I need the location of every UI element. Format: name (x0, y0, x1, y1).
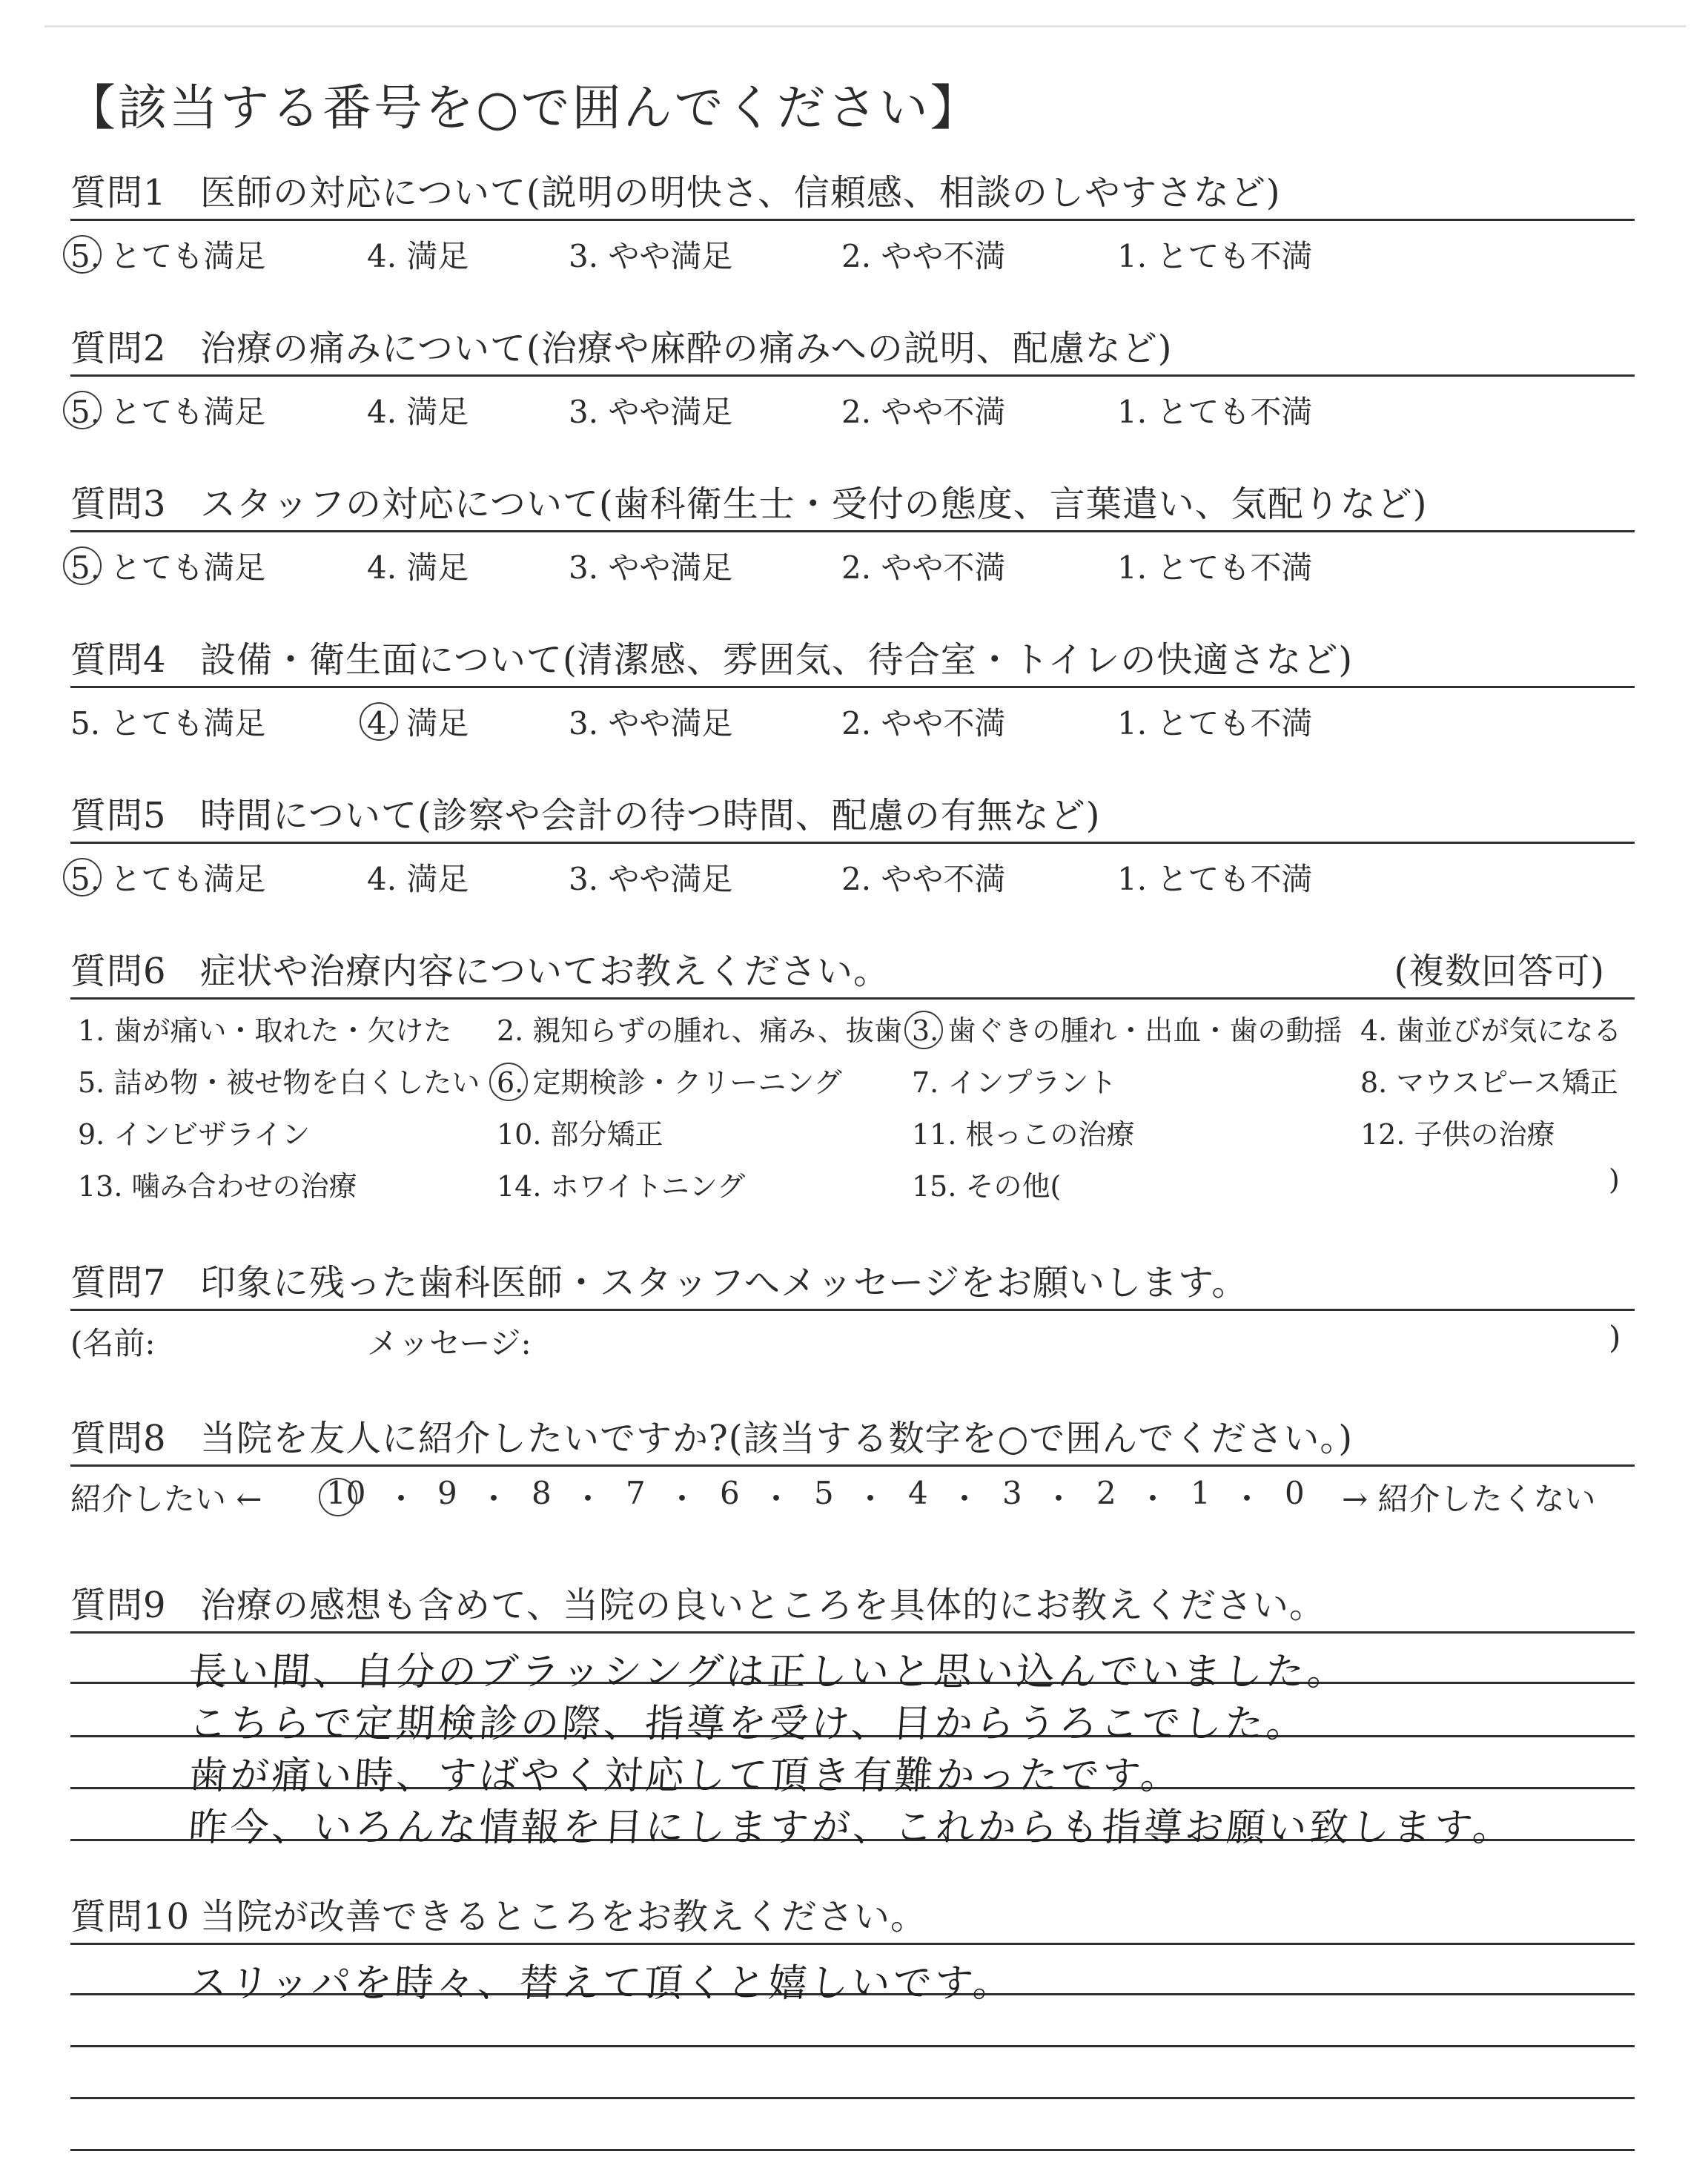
question-10-rule (70, 1943, 1635, 1945)
question-4 (70, 634, 1635, 751)
question-2-text: 治療の痛みについて(治療や麻酔の痛みへの説明、配慮など) (200, 328, 1173, 369)
q6-option-11[interactable]: 11. 根っこの治療 (912, 1118, 1135, 1151)
q6-option-4[interactable]: 4. 歯並びが気になる (1360, 1014, 1622, 1047)
scale-value-4[interactable]: 4 (908, 1475, 928, 1511)
q4-option-4[interactable]: 4. 満足 (367, 699, 469, 744)
question-5-text: 時間について(診察や会計の待つ時間、配慮の有無など) (200, 795, 1101, 836)
q3-option-1[interactable]: 1. とても不満 (1117, 549, 1313, 586)
name-field-label[interactable]: (名前: (70, 1325, 156, 1361)
question-9 (70, 1579, 1635, 1850)
answer-rule (70, 2149, 1635, 2151)
answer-rule (70, 2045, 1635, 2047)
question-8-text: 当院を友人に紹介したいですか?(該当する数字を○で囲んでください。) (200, 1418, 1354, 1459)
question-3-number: 質問3 (70, 483, 167, 525)
recommend-scale (70, 1475, 1635, 1519)
question-10-title (70, 1891, 1635, 1943)
q6-option-15-close: ) (1609, 1163, 1620, 1196)
q2-option-2[interactable]: 2. やや不満 (841, 394, 1006, 430)
question-4-title (70, 634, 1635, 686)
question-5-number: 質問5 (70, 795, 167, 836)
question-2-number: 質問2 (70, 328, 167, 369)
question-7-text: 印象に残った歯科医師・スタッフへメッセージをお願いします。 (200, 1262, 1248, 1304)
handwritten-line: こちらで定期検診の際、指導を受け、目からうろこでした。 (187, 1702, 1310, 1746)
question-1-number: 質問1 (70, 172, 167, 214)
scale-value-7[interactable]: 7 (626, 1475, 646, 1511)
scale-dot: ・ (949, 1481, 981, 1517)
question-8 (70, 1413, 1635, 1519)
question-1-rule (70, 219, 1635, 221)
question-9-number: 質問9 (70, 1585, 167, 1626)
question-2-title (70, 323, 1635, 374)
q6-option-13[interactable]: 13. 噛み合わせの治療 (78, 1170, 357, 1203)
q1-option-2[interactable]: 2. やや不満 (841, 238, 1006, 274)
q4-option-2[interactable]: 2. やや不満 (841, 705, 1006, 742)
q3-option-2[interactable]: 2. やや不満 (841, 549, 1006, 586)
question-10-text: 当院が改善できるところをお教えください。 (200, 1896, 927, 1938)
scale-dot: ・ (478, 1481, 510, 1517)
q6-option-9[interactable]: 9. インビザライン (78, 1118, 311, 1151)
scale-left-label: 紹介したい ← (70, 1481, 262, 1517)
question-5 (70, 790, 1635, 907)
scale-value-2[interactable]: 2 (1096, 1475, 1116, 1511)
handwritten-line: 昨今、いろんな情報を目にしますが、これからも指導お願い致します。 (187, 1806, 1516, 1850)
scale-right-label: → 紹介したくない (1342, 1481, 1596, 1517)
question-6-note: (複数回答可) (1394, 951, 1605, 992)
scale-value-0[interactable]: 0 (1285, 1475, 1305, 1511)
q6-option-5[interactable]: 5. 詰め物・被せ物を白くしたい (78, 1066, 480, 1099)
handwritten-line: 長い間、自分のブラッシングは正しいと思い込んでいました。 (187, 1650, 1351, 1694)
handwritten-line: 歯が痛い時、すばやく対応して頂き有難かったです。 (187, 1754, 1184, 1798)
scale-dot: ・ (855, 1481, 887, 1517)
question-5-options (70, 855, 1635, 907)
q6-option-2[interactable]: 2. 親知らずの腫れ、痛み、抜歯 (497, 1014, 902, 1047)
question-4-text: 設備・衛生面について(清潔感、雰囲気、待合室・トイレの快適さなど) (200, 639, 1354, 681)
question-4-number: 質問4 (70, 639, 167, 681)
scan-edge-line (44, 25, 1686, 27)
scale-value-9[interactable]: 9 (437, 1475, 457, 1511)
scale-value-1[interactable]: 1 (1191, 1475, 1211, 1511)
question-8-rule (70, 1464, 1635, 1467)
q3-option-5[interactable]: 5. とても満足 (70, 544, 265, 588)
scale-dot: ・ (572, 1481, 604, 1517)
scale-dot: ・ (1043, 1481, 1075, 1517)
question-3-title (70, 478, 1635, 530)
q6-option-15[interactable]: 15. その他( (912, 1170, 1062, 1203)
question-3-text: スタッフの対応について(歯科衛生士・受付の態度、言葉遣い、気配りなど) (200, 483, 1428, 525)
scale-dot: ・ (385, 1481, 417, 1517)
scale-value-5[interactable]: 5 (814, 1475, 834, 1511)
message-field-label[interactable]: メッセージ: (367, 1325, 532, 1361)
question-9-rule (70, 1631, 1635, 1634)
q6-option-1[interactable]: 1. 歯が痛い・取れた・欠けた (78, 1014, 452, 1047)
q6-option-10[interactable]: 10. 部分矯正 (497, 1118, 663, 1151)
question-2-rule (70, 374, 1635, 377)
question-6-title (70, 945, 1635, 997)
scale-dot: ・ (1137, 1481, 1169, 1517)
q1-option-3[interactable]: 3. やや満足 (569, 238, 733, 274)
question-1-options (70, 232, 1635, 284)
question-5-rule (70, 842, 1635, 844)
message-field-close: ) (1609, 1319, 1621, 1355)
q4-option-1[interactable]: 1. とても不満 (1117, 705, 1313, 742)
question-6-options (70, 1008, 1635, 1223)
q1-option-1[interactable]: 1. とても不満 (1117, 238, 1313, 274)
question-2 (70, 323, 1635, 440)
q6-option-6[interactable]: 6. 定期検診・クリーニング (497, 1060, 842, 1100)
question-7 (70, 1257, 1635, 1364)
question-2-options (70, 388, 1635, 440)
question-4-options (70, 699, 1635, 751)
question-3 (70, 478, 1635, 595)
q4-option-3[interactable]: 3. やや満足 (569, 705, 733, 742)
question-9-text: 治療の感想も含めて、当院の良いところを具体的にお教えください。 (200, 1585, 1326, 1626)
scale-value-10[interactable]: 10 (326, 1475, 366, 1511)
q6-option-8[interactable]: 8. マウスピース矯正 (1360, 1066, 1618, 1099)
question-5-title (70, 790, 1635, 842)
q5-option-2[interactable]: 2. やや不満 (841, 861, 1006, 897)
q5-option-3[interactable]: 3. やや満足 (569, 861, 733, 897)
q5-option-5[interactable]: 5. とても満足 (70, 855, 265, 899)
scale-value-6[interactable]: 6 (720, 1475, 740, 1511)
q5-option-4[interactable]: 4. 満足 (367, 861, 469, 897)
scale-value-8[interactable]: 8 (532, 1475, 552, 1511)
q1-option-4[interactable]: 4. 満足 (367, 238, 469, 274)
q3-option-4[interactable]: 4. 満足 (367, 549, 469, 586)
question-1 (70, 167, 1635, 284)
question-7-number: 質問7 (70, 1262, 167, 1304)
handwritten-line: スリッパを時々、替えて頂くと嬉しいです。 (187, 1961, 1016, 2006)
question-9-title (70, 1579, 1635, 1631)
q1-option-5[interactable]: 5. とても満足 (70, 232, 265, 277)
question-6-text: 症状や治療内容についてお教えください。 (200, 951, 890, 992)
q2-option-5[interactable]: 5. とても満足 (70, 388, 265, 432)
q3-option-3[interactable]: 3. やや満足 (569, 549, 733, 586)
question-3-options (70, 544, 1635, 595)
q6-option-12[interactable]: 12. 子供の治療 (1360, 1118, 1555, 1151)
question-1-title (70, 167, 1635, 219)
q6-option-3[interactable]: 3. 歯ぐきの腫れ・出血・歯の動揺 (912, 1008, 1342, 1048)
question-10-number: 質問10 (70, 1896, 191, 1938)
q2-option-1[interactable]: 1. とても不満 (1117, 394, 1313, 430)
scale-value-3[interactable]: 3 (1002, 1475, 1022, 1511)
question-7-fields (70, 1319, 1635, 1364)
q4-option-5[interactable]: 5. とても満足 (70, 705, 266, 742)
scale-dot: ・ (1231, 1481, 1263, 1517)
question-10 (70, 1891, 1635, 2006)
question-7-title (70, 1257, 1635, 1309)
q5-option-1[interactable]: 1. とても不満 (1117, 861, 1313, 897)
question-8-title (70, 1413, 1635, 1464)
question-3-rule (70, 530, 1635, 532)
question-1-text: 医師の対応について(説明の明快さ、信頼感、相談のしやすさなど) (200, 172, 1281, 214)
question-7-rule (70, 1309, 1635, 1311)
form-header: 【該当する番号を○で囲んでください】 (67, 79, 982, 136)
question-6-rule (70, 997, 1635, 1000)
q2-option-3[interactable]: 3. やや満足 (569, 394, 733, 430)
scale-dot: ・ (761, 1481, 792, 1517)
q6-option-14[interactable]: 14. ホワイトニング (497, 1170, 746, 1203)
question-6 (70, 945, 1635, 1223)
question-8-number: 質問8 (70, 1418, 167, 1459)
answer-rule (70, 2097, 1635, 2099)
q2-option-4[interactable]: 4. 満足 (367, 394, 469, 430)
scale-dot: ・ (666, 1481, 698, 1517)
q6-option-7[interactable]: 7. インプラント (912, 1066, 1117, 1099)
question-6-number: 質問6 (70, 951, 167, 992)
question-4-rule (70, 686, 1635, 688)
